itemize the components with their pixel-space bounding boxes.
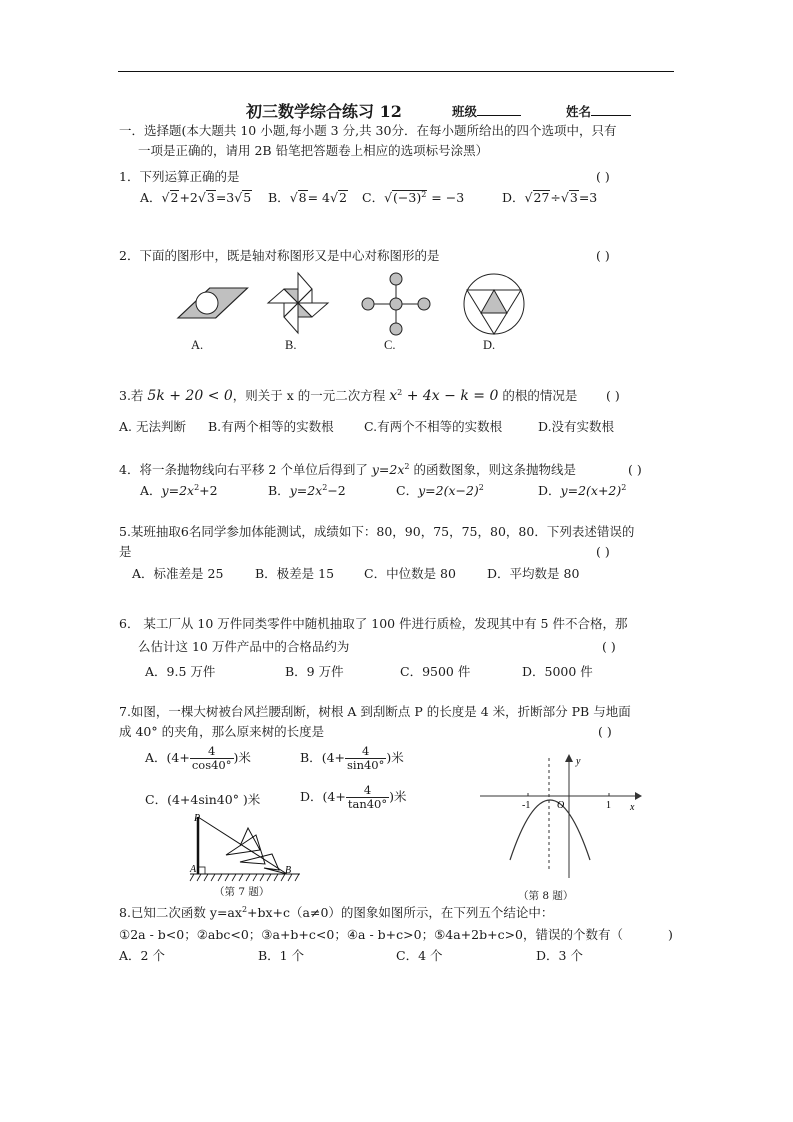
q4-option-c: C．$y=2(x-2)^2$ <box>396 483 484 498</box>
name-field[interactable] <box>566 102 631 120</box>
name-label: 姓名 <box>566 104 592 119</box>
x-axis-label: x <box>630 802 635 813</box>
q6-option-b: B．9 万件 <box>285 664 344 679</box>
q8-option-b: B．1 个 <box>258 948 305 963</box>
q4-answer-paren[interactable]: ( ) <box>628 462 642 477</box>
q3-option-c: C.有两个不相等的实数根 <box>364 419 503 434</box>
q3-option-b: B.有两个相等的实数根 <box>208 419 334 434</box>
section-heading-line1: 一．选择题(本大题共 10 小题,每小题 3 分,共 30分．在每小题所给出的四个选项中，只有 <box>119 123 617 138</box>
y-axis-label: y <box>576 756 581 767</box>
q6-option-d: D．5000 件 <box>522 664 593 679</box>
q4-option-a: A．$y=2x^2+2$ <box>140 483 218 498</box>
q8-option-c: C．4 个 <box>396 948 443 963</box>
q6-stem-line2: 么估计这 10 万件产品中的合格品约为 <box>138 639 350 654</box>
q7-answer-paren[interactable]: ( ) <box>598 724 612 739</box>
q7-option-a: A．(4+ $\frac{4}{\cos 40^\circ}$ )米 <box>145 744 251 772</box>
q7-figure-caption: （第 7 题） <box>214 886 270 898</box>
figure-a-parallelogram <box>178 288 248 318</box>
q3-option-a: A. 无法判断 <box>119 419 186 434</box>
class-field[interactable] <box>452 102 521 120</box>
q5-stem-line2: 是 <box>119 544 132 559</box>
q4-stem: 4．将一条抛物线向右平移 2 个单位后得到了 $y=2x^2$ 的函数图象，则这条抛物线是 <box>119 462 576 477</box>
figure-label-d: D. <box>483 338 496 352</box>
q4-option-d: D．$y=2(x+2)^2$ <box>538 483 627 498</box>
q6-option-c: C．9500 件 <box>400 664 471 679</box>
q8-stem-line1: 8.已知二次函数 $y=ax^2+bx+c(a\ne 0)$的图象如图所示，在下列五个结论中： <box>119 905 554 920</box>
q8-option-a: A．2 个 <box>119 948 165 963</box>
q5-option-a: A．标准差是 25 <box>132 566 224 581</box>
q7-option-d: D．(4+ $\frac{4}{\tan 40^\circ}$ )米 <box>300 783 407 811</box>
q2-stem: 2．下面的图形中，既是轴对称图形又是中心对称图形的是 <box>119 248 440 263</box>
origin-label: O <box>557 800 565 811</box>
q1-answer-paren[interactable]: ( ) <box>596 169 610 184</box>
q6-stem-line1: 6． 某工厂从 10 万件同类零件中随机抽取了 100 件进行质检，发现其中有 5 件不合格，那 <box>119 616 628 631</box>
figure-label-c: C. <box>384 338 396 352</box>
q3-answer-paren[interactable]: ( ) <box>606 388 620 403</box>
q3-stem: 3.若 5k + 20 < 0，则关于 x 的一元二次方程 $x^2 + 4x - k = 0$ 的根的情况是 <box>119 388 578 404</box>
q7-figure-tree <box>180 810 310 885</box>
q1-option-a: A．√2+2√3=3√5 <box>140 190 252 205</box>
q7-label-b: B <box>285 865 292 876</box>
q7-option-b: B．(4+ $\frac{4}{\sin 40^\circ}$ )米 <box>300 744 404 772</box>
q7-label-p: P <box>194 813 201 824</box>
q6-answer-paren[interactable]: ( ) <box>602 639 616 654</box>
figure-c-circles <box>362 273 430 335</box>
q1-option-b: B．√8= 4√2 <box>268 190 347 205</box>
q5-stem-line1: 5.某班抽取6名同学参加体能测试，成绩如下：80，90，75，75，80，80．下列表述错误的 <box>119 524 635 539</box>
name-blank[interactable] <box>591 103 631 116</box>
q1-option-d: D．√27÷√3=3 <box>502 190 598 205</box>
q7-stem-line1: 7.如图，一棵大树被台风拦腰刮断，树根 A 到刮断点 P 的长度是 4 米，折断部分 PB 与地面 <box>119 704 631 719</box>
class-blank[interactable] <box>477 103 521 116</box>
q3-option-d: D.没有实数根 <box>538 419 615 434</box>
figure-d-triangles <box>464 274 524 334</box>
figure-b-pinwheel <box>268 273 328 333</box>
q1-option-c: C．$√(-3)^2 = -3$ <box>362 190 465 205</box>
q8-answer-paren[interactable]: ) <box>668 927 673 942</box>
q1-stem: 1．下列运算正确的是 <box>119 169 240 184</box>
q8-figure-parabola <box>470 750 650 890</box>
section-heading-line2: 一项是正确的，请用 2B 铅笔把答题卷上相应的选项标号涂黑） <box>138 143 489 158</box>
q5-option-c: C．中位数是 80 <box>364 566 456 581</box>
q7-label-a: A <box>190 864 197 875</box>
q8-option-d: D．3 个 <box>536 948 583 963</box>
q7-stem-line2: 成 40° 的夹角，那么原来树的长度是 <box>119 724 325 739</box>
page-title: 初三数学综合练习 12 <box>246 102 402 121</box>
header-rule <box>118 71 674 72</box>
q2-answer-paren[interactable]: ( ) <box>596 248 610 263</box>
figure-label-a: A. <box>191 338 204 352</box>
figure-label-b: B. <box>285 338 297 352</box>
q5-option-d: D．平均数是 80 <box>487 566 580 581</box>
q5-option-b: B．极差是 15 <box>255 566 335 581</box>
class-label: 班级 <box>452 104 478 119</box>
tick-1: 1 <box>606 800 611 811</box>
q4-option-b: B．$y=2x^2-2$ <box>268 483 346 498</box>
tick-neg1: -1 <box>522 800 531 811</box>
q8-stem-line2: ①2a - b<0；②abc<0；③a+b+c<0；④a - b+c>0；⑤4a+2b+c>0，错误的个数有（ <box>119 927 624 942</box>
q7-option-c: C．(4+4sin40° )米 <box>145 792 261 807</box>
q8-figure-caption: （第 8 题） <box>518 890 574 902</box>
q6-option-a: A．9.5 万件 <box>145 664 216 679</box>
q5-answer-paren[interactable]: ( ) <box>596 544 610 559</box>
